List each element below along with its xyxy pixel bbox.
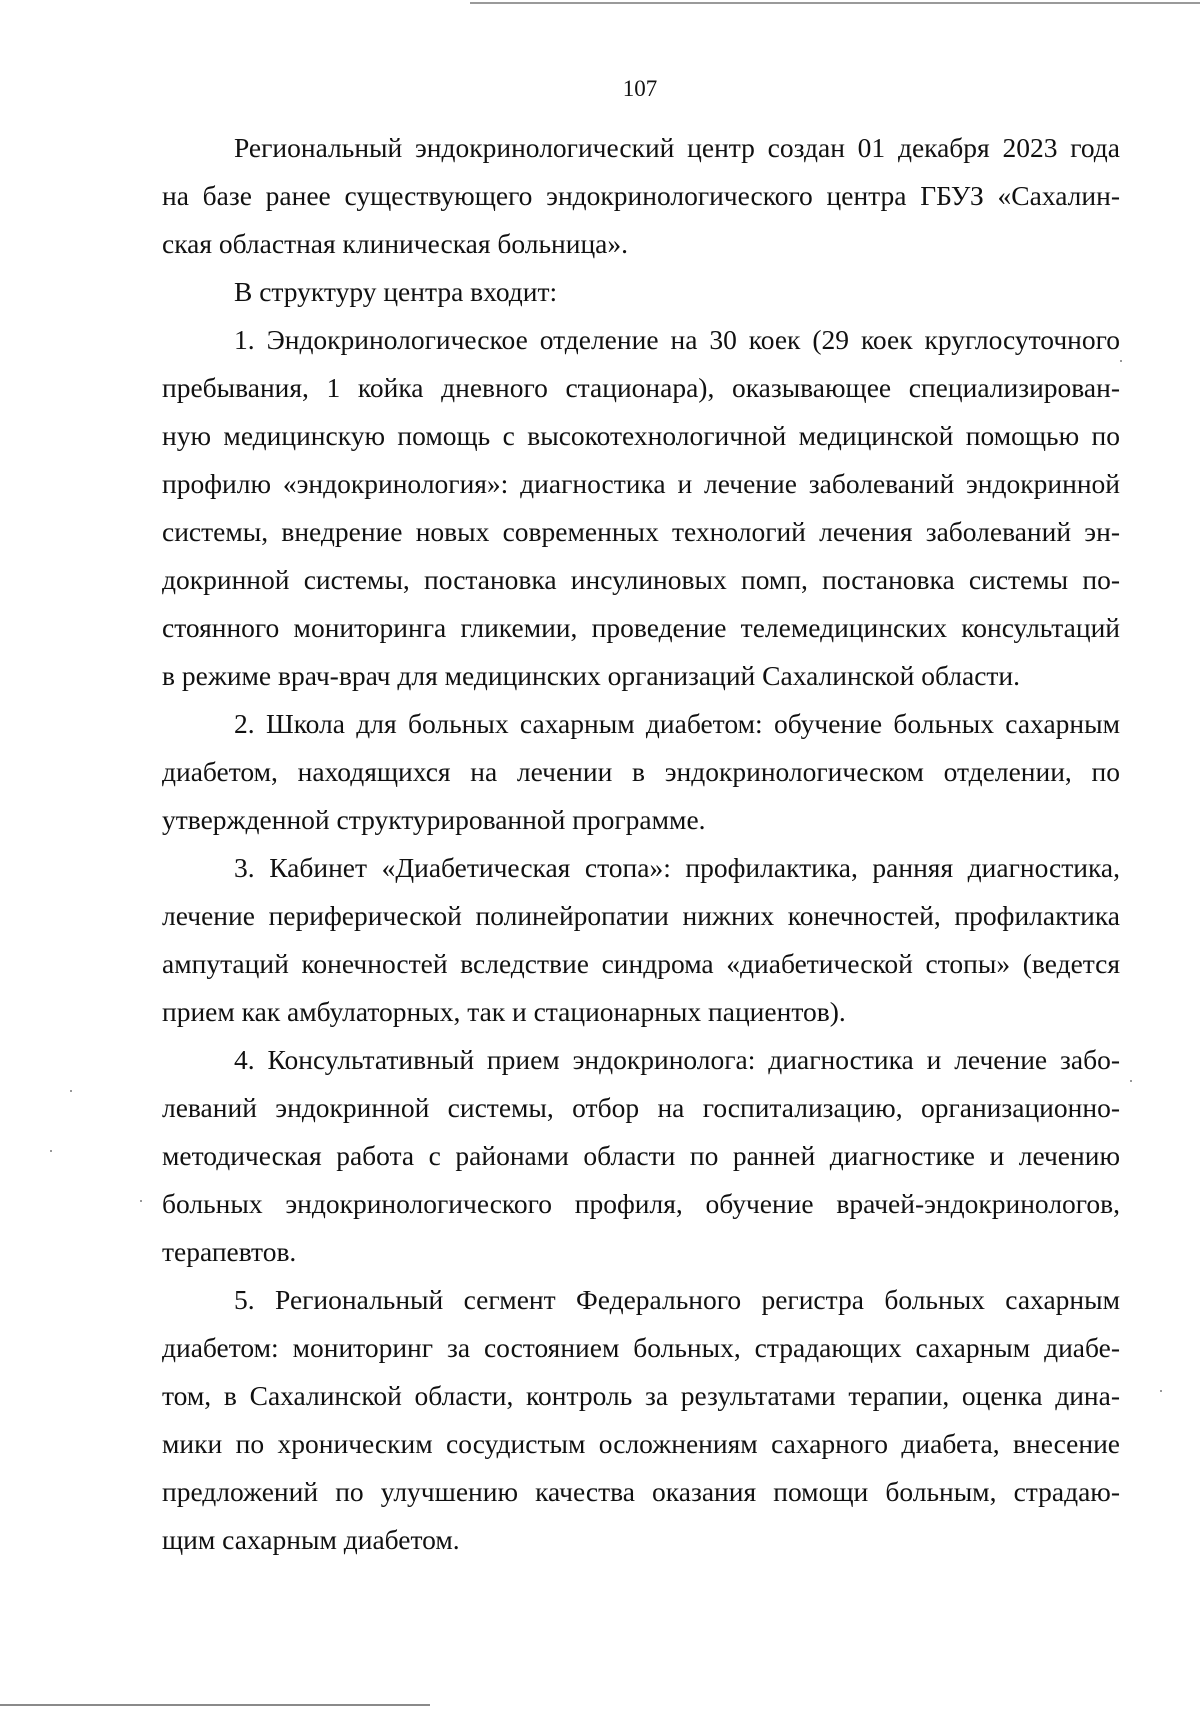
- text-line: В структуру центра входит:: [234, 276, 558, 307]
- text-line: терапевтов.: [162, 1236, 297, 1267]
- text-line: 4. Консультативный прием эндокринолога: диагностика и лечение забо-: [234, 1044, 1120, 1075]
- page-number: 107: [622, 76, 658, 101]
- text-line: больных эндокринологического профиля, обучение врачей-эндокринологов,: [162, 1188, 1120, 1219]
- document-body: [162, 124, 1120, 1564]
- list-item: [162, 1036, 1120, 1276]
- text-line: предложений по улучшению качества оказания помощи больным, страдаю-: [162, 1476, 1120, 1507]
- text-line: стоянного мониторинга гликемии, проведение телемедицинских консультаций: [162, 612, 1120, 643]
- text-line: 5. Региональный сегмент Федерального регистра больных сахарным: [234, 1284, 1120, 1315]
- text-line: 1. Эндокринологическое отделение на 30 коек (29 коек круглосуточного: [234, 324, 1120, 355]
- text-line: диабетом: мониторинг за состоянием больных, страдающих сахарным диабе-: [162, 1332, 1120, 1363]
- paragraph: [162, 268, 1120, 316]
- text-line: методическая работа с районами области по ранней диагностике и лечению: [162, 1140, 1120, 1171]
- text-line: утвержденной структурированной программе.: [162, 804, 706, 835]
- scan-speck: [1130, 1080, 1132, 1082]
- text-line: прием как амбулаторных, так и стационарных пациентов).: [162, 996, 846, 1027]
- scan-speck: [70, 1090, 72, 1092]
- list-item: [162, 1276, 1120, 1564]
- text-line: ампутаций конечностей вследствие синдрома «диабетической стопы» (ведется: [162, 948, 1120, 979]
- text-line: докринной системы, постановка инсулиновых помп, постановка системы по-: [162, 564, 1120, 595]
- scan-speck: [50, 1150, 52, 1152]
- text-line: 2. Школа для больных сахарным диабетом: обучение больных сахарным: [234, 708, 1120, 739]
- scan-bottom-edge-line: [0, 1704, 430, 1706]
- text-line: лечение периферической полинейропатии нижних конечностей, профилактика: [162, 900, 1120, 931]
- list-item: [162, 844, 1120, 1036]
- text-line: ская областная клиническая больница».: [162, 228, 628, 259]
- list-item: [162, 700, 1120, 844]
- scan-speck: [1160, 1390, 1162, 1392]
- text-line: ную медицинскую помощь с высокотехнологичной медицинской помощью по: [162, 420, 1120, 451]
- text-line: в режиме врач-врач для медицинских организаций Сахалинской области.: [162, 660, 1021, 691]
- text-line: диабетом, находящихся на лечении в эндокринологическом отделении, по: [162, 756, 1120, 787]
- text-line: 3. Кабинет «Диабетическая стопа»: профилактика, ранняя диагностика,: [234, 852, 1120, 883]
- text-line: щим сахарным диабетом.: [162, 1524, 460, 1555]
- text-line: Региональный эндокринологический центр создан 01 декабря 2023 года: [234, 132, 1120, 163]
- text-line: на базе ранее существующего эндокринологического центра ГБУЗ «Сахалин-: [162, 180, 1120, 211]
- text-line: системы, внедрение новых современных технологий лечения заболеваний эн-: [162, 516, 1120, 547]
- text-line: мики по хроническим сосудистым осложнениям сахарного диабета, внесение: [162, 1428, 1120, 1459]
- scan-speck: [140, 1200, 142, 1202]
- text-line: леваний эндокринной системы, отбор на госпитализацию, организационно-: [162, 1092, 1120, 1123]
- text-line: том, в Сахалинской области, контроль за результатами терапии, оценка дина-: [162, 1380, 1120, 1411]
- text-line: пребывания, 1 койка дневного стационара), оказывающее специализирован-: [162, 372, 1120, 403]
- scan-speck: [1120, 360, 1122, 362]
- paragraph: [162, 124, 1120, 268]
- list-item: [162, 316, 1120, 700]
- text-line: профилю «эндокринология»: диагностика и лечение заболеваний эндокринной: [162, 468, 1120, 499]
- scan-top-edge-line: [470, 2, 1200, 4]
